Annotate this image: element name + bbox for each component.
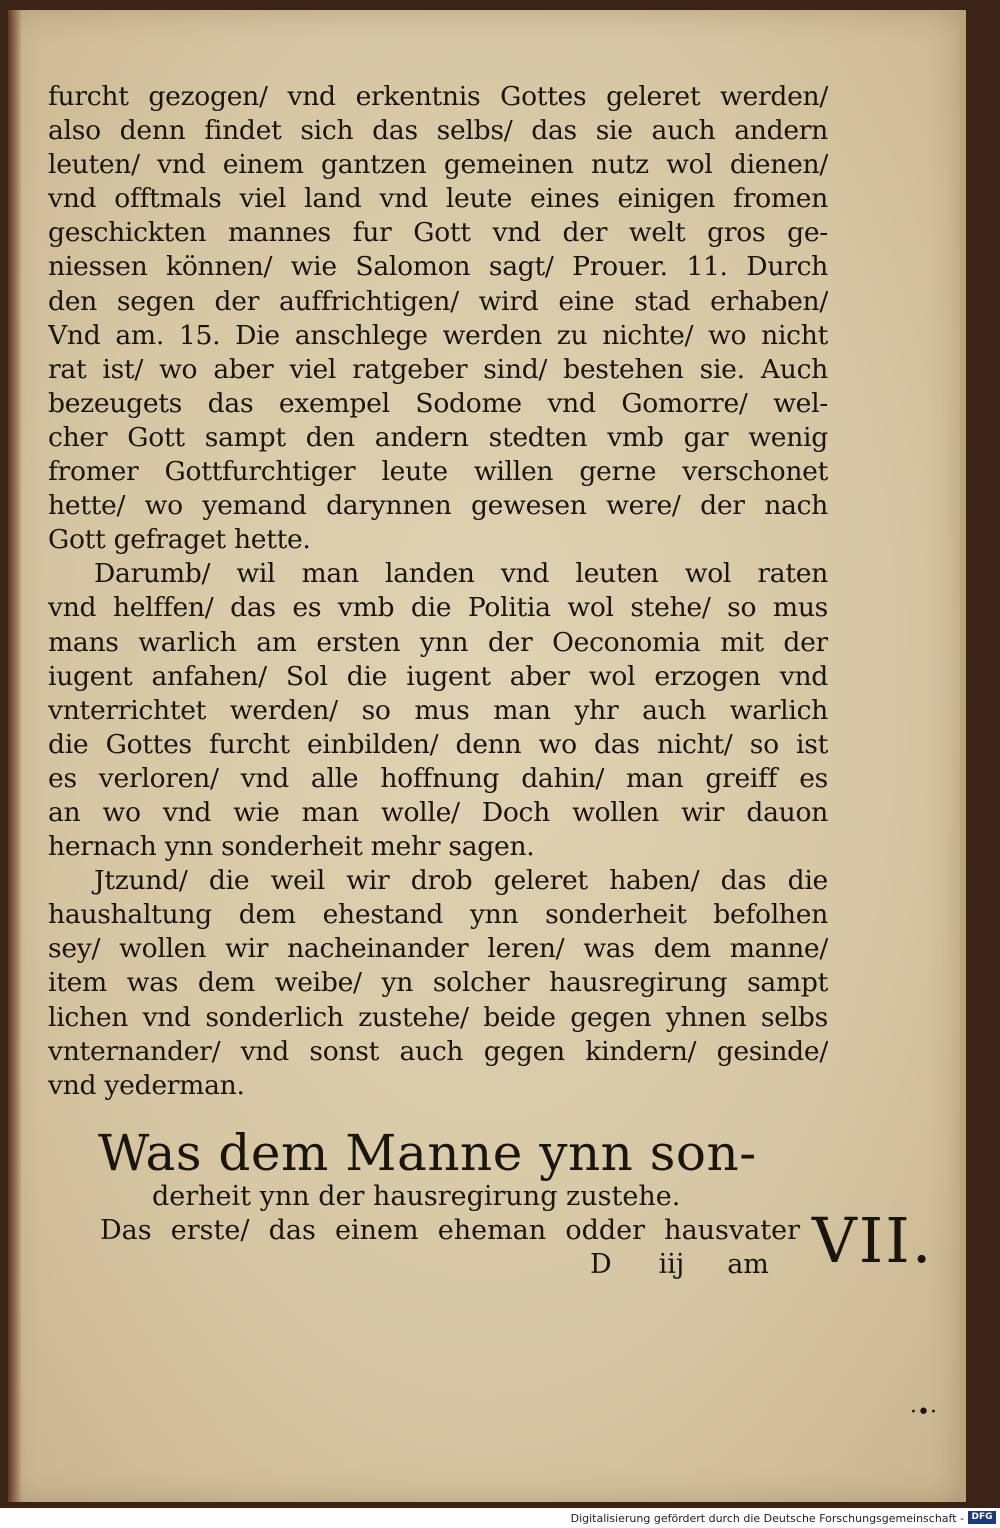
text-line: die Gottes furcht einbilden/ denn wo das nicht/ so ist (48, 728, 828, 760)
text-line: vnd helffen/ das es vmb die Politia wol stehe/ so mus (48, 592, 828, 624)
text-line: also denn findet sich das selbs/ das sie auch andern (48, 115, 828, 147)
text-line: Jtzund/ die weil wir drob geleret haben/ das die (94, 865, 828, 897)
text-line: leuten/ vnd einem gantzen gemeinen nutz wol dienen/ (48, 149, 828, 181)
text-line: bezeugets das exempel Sodome vnd Gomorre/ wel- (48, 387, 828, 419)
text-line: es verloren/ vnd alle hoffnung dahin/ man greiff es (48, 762, 828, 794)
section-heading: Was dem Manne ynn son- (98, 1124, 757, 1182)
text-line: hette/ wo yemand darynnen gewesen were/ der nach (48, 490, 828, 522)
text-line: item was dem weibe/ yn solcher hausregirung sampt (48, 967, 828, 999)
text-line: Darumb/ wil man landen vnd leuten wol raten (94, 558, 828, 590)
text-line: iugent anfahen/ Sol die iugent aber wol erzogen vnd (48, 660, 828, 692)
body-text (48, 80, 828, 1103)
text-line: vnd offtmals viel land vnd leute eines einigen fromen (48, 183, 828, 215)
section-heading-continuation: derheit ynn der hausregirung zustehe. (152, 1181, 681, 1212)
text-line: den segen der auffrichtigen/ wird eine stad erhaben/ (48, 285, 828, 317)
signature-line (590, 1248, 769, 1282)
text-line: niessen können/ wie Salomon sagt/ Prouer. 11. Durch (48, 251, 828, 283)
text-line: sey/ wollen wir nacheinander leren/ was dem manne/ (48, 933, 828, 965)
dfg-logo-icon: DFG (968, 1511, 996, 1524)
text-line: Vnd am. 15. Die anschlege werden zu nichte/ wo nicht (48, 319, 828, 351)
text-line: cher Gott sampt den andern stedten vmb gar wenig (48, 421, 828, 453)
closing-line: Das erste/ das einem eheman odder hausvater (100, 1215, 800, 1246)
text-line: vnterrichtet werden/ so mus man yhr auch warlich (48, 694, 828, 726)
text-line: fromer Gottfurchtiger leute willen gerne verschonet (48, 456, 828, 488)
folio-number: VII. (812, 1204, 934, 1277)
text-line: hernach ynn sonderheit mehr sagen. (48, 831, 535, 863)
footer-bar (0, 1508, 1000, 1528)
catchword: am (727, 1249, 769, 1280)
ink-specks: ·•· (910, 1400, 937, 1425)
page-binding-edge (8, 10, 22, 1502)
text-line: lichen vnd sonderlich zustehe/ beide gegen yhnen selbs (48, 1001, 828, 1033)
text-line: rat ist/ wo aber viel ratgeber sind/ bestehen sie. Auch (48, 353, 828, 385)
text-line: Gott gefraget hette. (48, 524, 311, 556)
text-line: haushaltung dem ehestand ynn sonderheit befolhen (48, 899, 828, 931)
text-line: vnd yederman. (48, 1069, 245, 1101)
digitization-credit: Digitalisierung gefördert durch die Deutsche Forschungsgemeinschaft - (570, 1512, 964, 1525)
text-line: an wo vnd wie man wolle/ Doch wollen wir dauon (48, 796, 828, 828)
text-line: geschickten mannes fur Gott vnd der welt gros ge- (48, 217, 828, 249)
text-line: mans warlich am ersten ynn der Oeconomia mit der (48, 626, 828, 658)
text-line: furcht gezogen/ vnd erkentnis Gottes geleret werden/ (48, 81, 828, 112)
signature-mark: D (590, 1249, 612, 1280)
signature-number: iij (658, 1249, 685, 1280)
text-line: vnternander/ vnd sonst auch gegen kindern/ gesinde/ (48, 1035, 828, 1067)
